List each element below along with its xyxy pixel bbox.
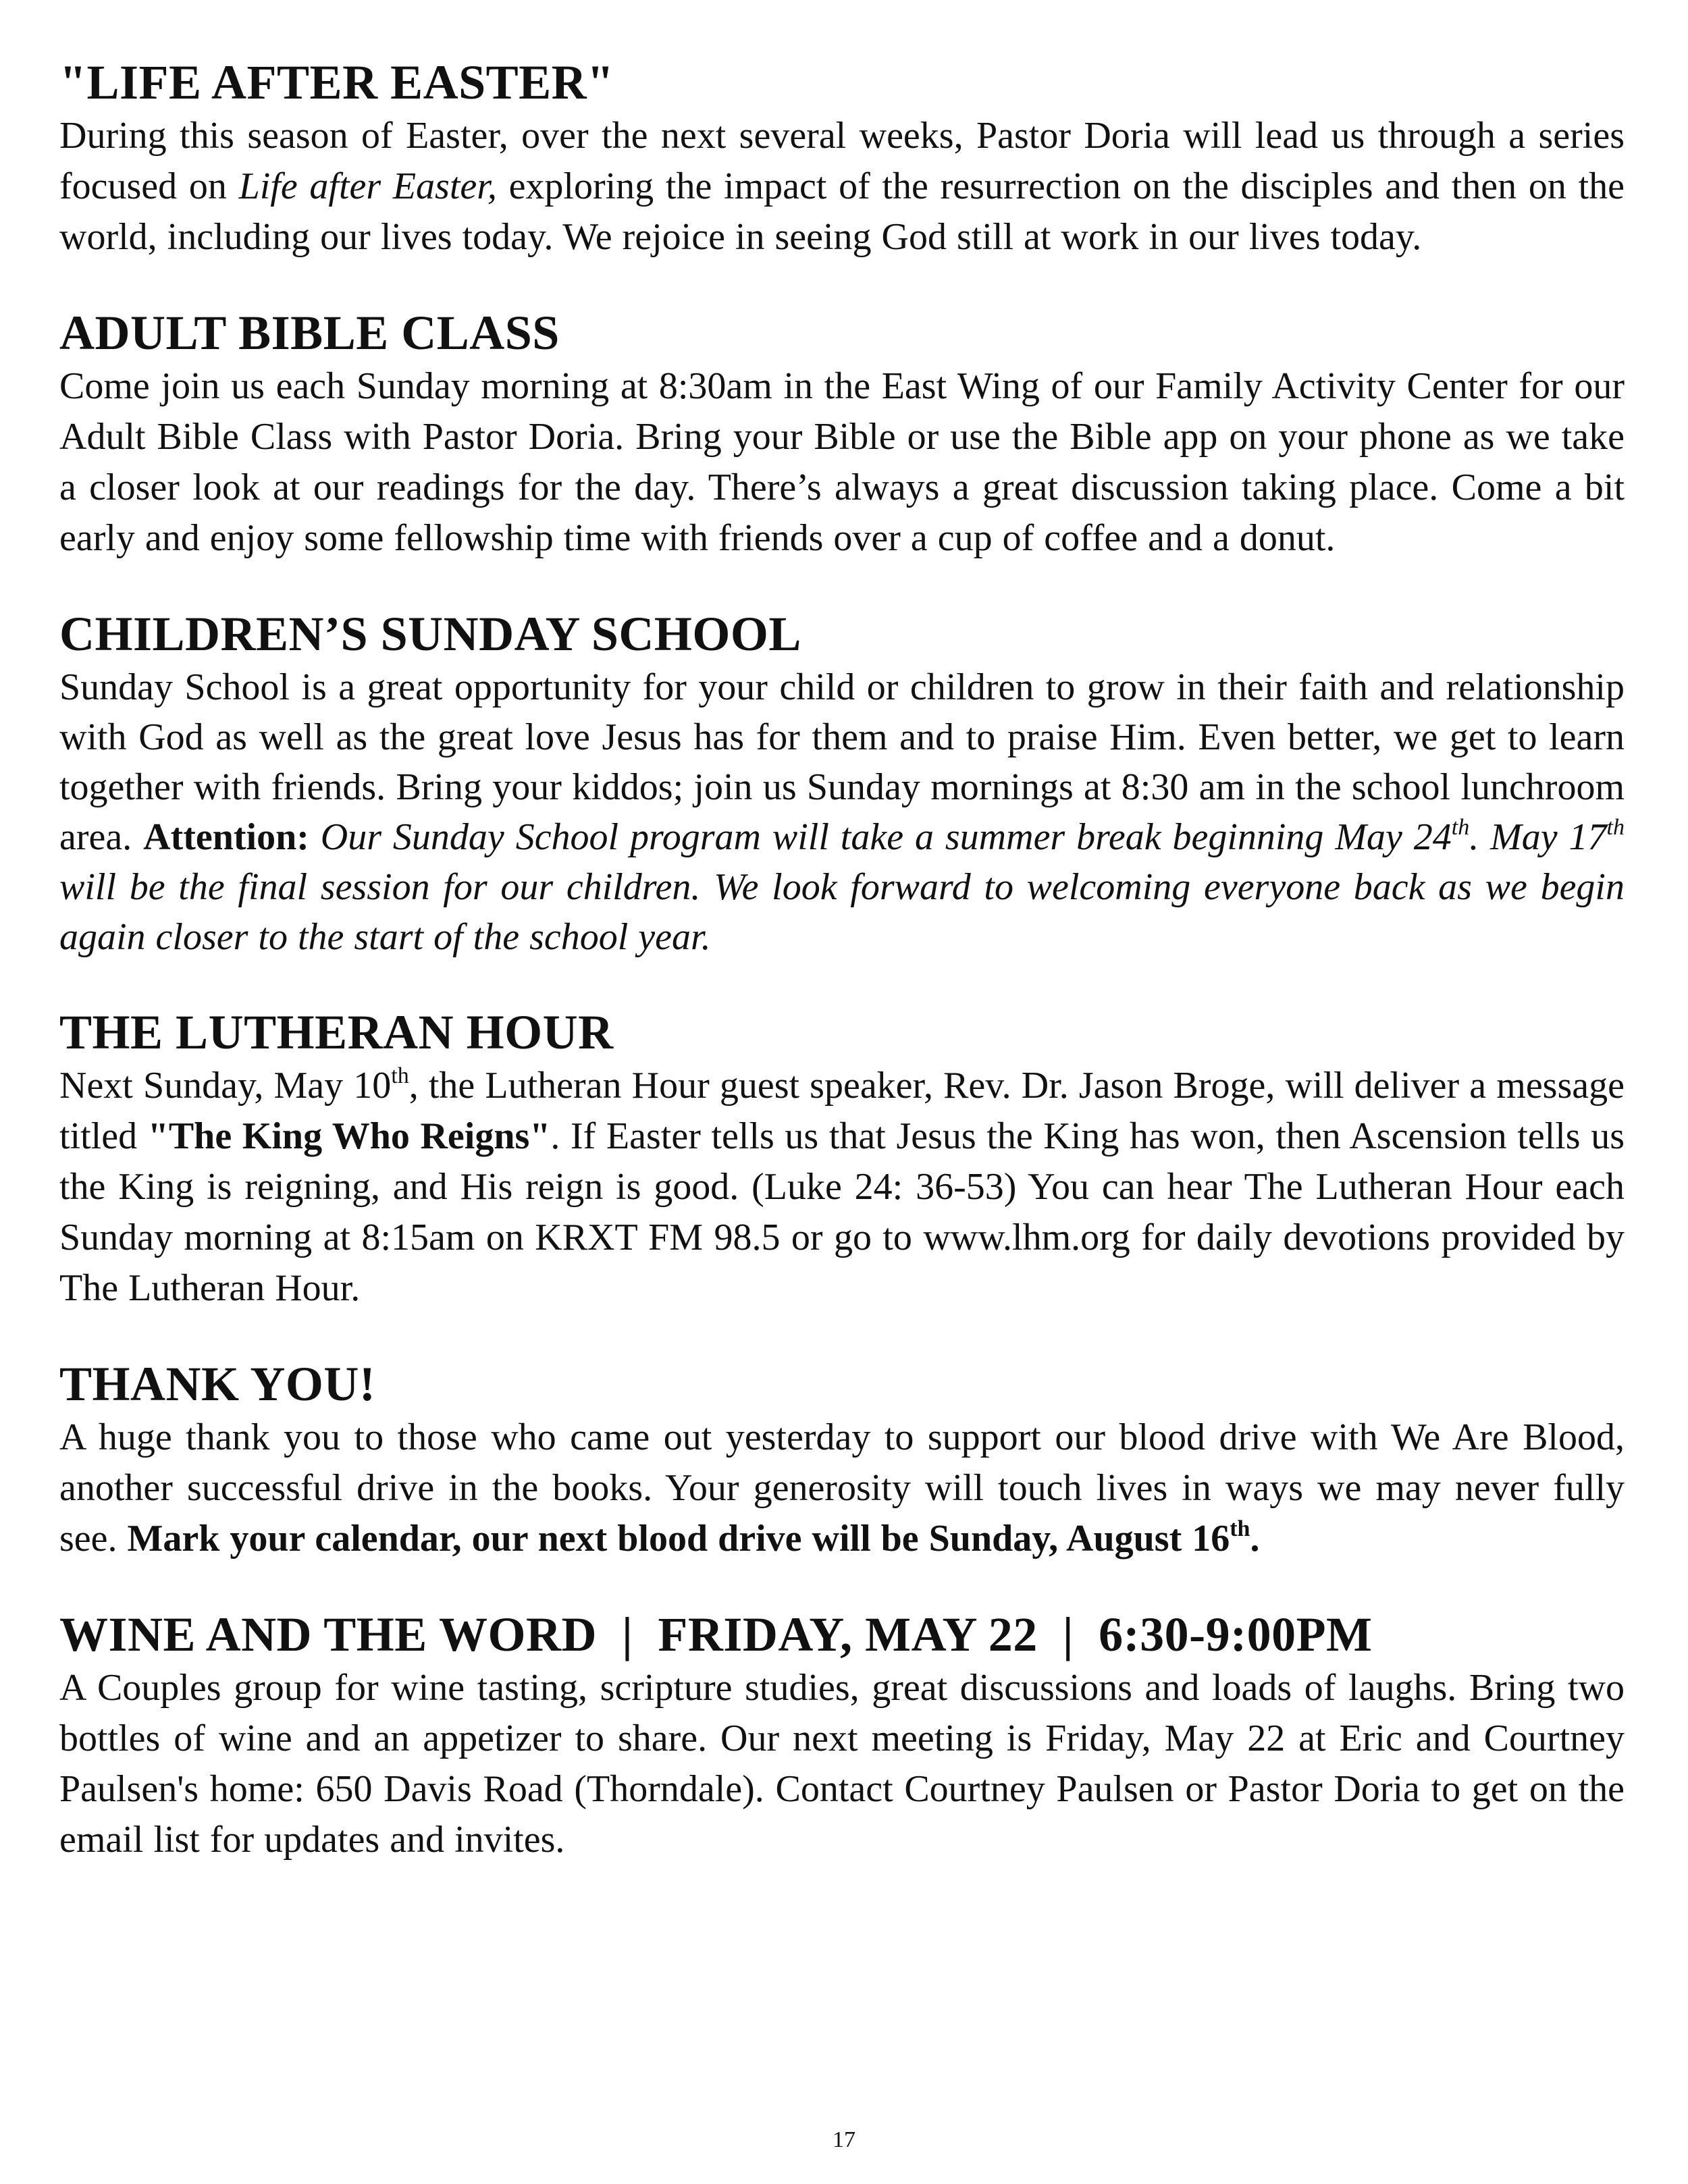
section-wine-and-the-word: [59, 1606, 1625, 1865]
section-heading: "LIFE AFTER EASTER": [59, 55, 614, 109]
section-thank-you: [59, 1356, 1625, 1564]
ordinal-suffix: th: [391, 1063, 409, 1089]
ordinal-suffix: th: [1451, 815, 1470, 841]
body-text: A huge thank you to those who came out yesterday to support our blood drive with We Are Blood, another successful drive in the books. Your generosity will touch lives in ways we may never fully see.: [59, 1416, 1625, 1560]
section-body: [59, 1412, 1625, 1564]
body-text: During this season of Easter, over the next several weeks, Pastor Doria will lead us through a series focused on: [59, 115, 1625, 207]
section-life-after-easter: [59, 54, 1625, 263]
section-adult-bible-class: [59, 304, 1625, 564]
section-heading: WINE AND THE WORD | FRIDAY, MAY 22 | 6:30-9:00PM: [59, 1607, 1373, 1661]
section-body: [59, 1061, 1625, 1314]
body-text: . If Easter tells us that Jesus the King has won, then Ascension tells us the King is reigning, and His reign is good. (Luke 24: 36-53) You can hear The Lutheran Hour each Sunday morning at 8:15am on KRXT FM 98.5 or go to www.lhm.org for daily devotions provided by The Lutheran Hour.: [59, 1115, 1625, 1309]
body-text: , the Lutheran Hour guest speaker, Rev. Dr. Jason Broge, will deliver a message titled: [59, 1065, 1625, 1157]
section-body: [59, 111, 1625, 263]
message-title: "The King Who Reigns": [147, 1115, 551, 1157]
newsletter-page: [59, 54, 1625, 1865]
section-body: A Couples group for wine tasting, scripture studies, great discussions and loads of laughs. Bring two bottles of wine and an appetizer to share. Our next meeting is Friday, May 22 at Eric and Courtney Paulsen's home: 650 Davis Road (Thorndale). Contact Courtney Paulsen or Pastor Doria to get on the email list for updates and invites.: [59, 1667, 1625, 1861]
notice-part: will be the final session for our children. We look forward to welcoming everyone back as we begin again closer to the start of the school year.: [59, 866, 1625, 958]
body-text: Next Sunday, May 10: [59, 1065, 392, 1107]
section-body: Come join us each Sunday morning at 8:30am in the East Wing of our Family Activity Center for our Adult Bible Class with Pastor Doria. Bring your Bible or use the Bible app on your phone as we take a closer look at our readings for the day. There’s always a great discussion taking place. Come a bit early and enjoy some fellowship time with friends over a cup of coffee and a donut.: [59, 365, 1625, 559]
ordinal-suffix: th: [1606, 815, 1625, 841]
notice-part: Our Sunday School program will take a summer break beginning May 24: [309, 816, 1452, 858]
series-title: Life after Easter,: [238, 165, 497, 207]
section-heading: THE LUTHERAN HOUR: [59, 1005, 614, 1059]
section-body: [59, 662, 1625, 962]
section-childrens-sunday-school: [59, 606, 1625, 962]
section-lutheran-hour: [59, 1004, 1625, 1314]
section-heading: THANK YOU!: [59, 1357, 376, 1411]
body-text: exploring the impact of the resurrection on the disciples and then on the world, including our lives today. We rejoice in seeing God still at work in our lives today.: [59, 165, 1625, 258]
page-number: 17: [833, 2127, 855, 2152]
calendar-note-text: Mark your calendar, our next blood drive will be Sunday, August 16: [127, 1518, 1230, 1560]
calendar-note-end: .: [1250, 1518, 1260, 1560]
ordinal-suffix: th: [1230, 1516, 1250, 1542]
body-text: Sunday School is a great opportunity for your child or children to grow in their faith and relationship with God as well as the great love Jesus has for them and to praise Him. Even better, we get to learn together with friends. Bring your kiddos; join us Sunday mornings at 8:30 am in the school lunchroom area.: [59, 666, 1625, 858]
attention-label: Attention:: [143, 816, 309, 858]
section-heading: CHILDREN’S SUNDAY SCHOOL: [59, 607, 801, 661]
calendar-note: [128, 1518, 1260, 1560]
section-heading: ADULT BIBLE CLASS: [59, 306, 560, 360]
notice-part: . May 17: [1469, 816, 1607, 858]
